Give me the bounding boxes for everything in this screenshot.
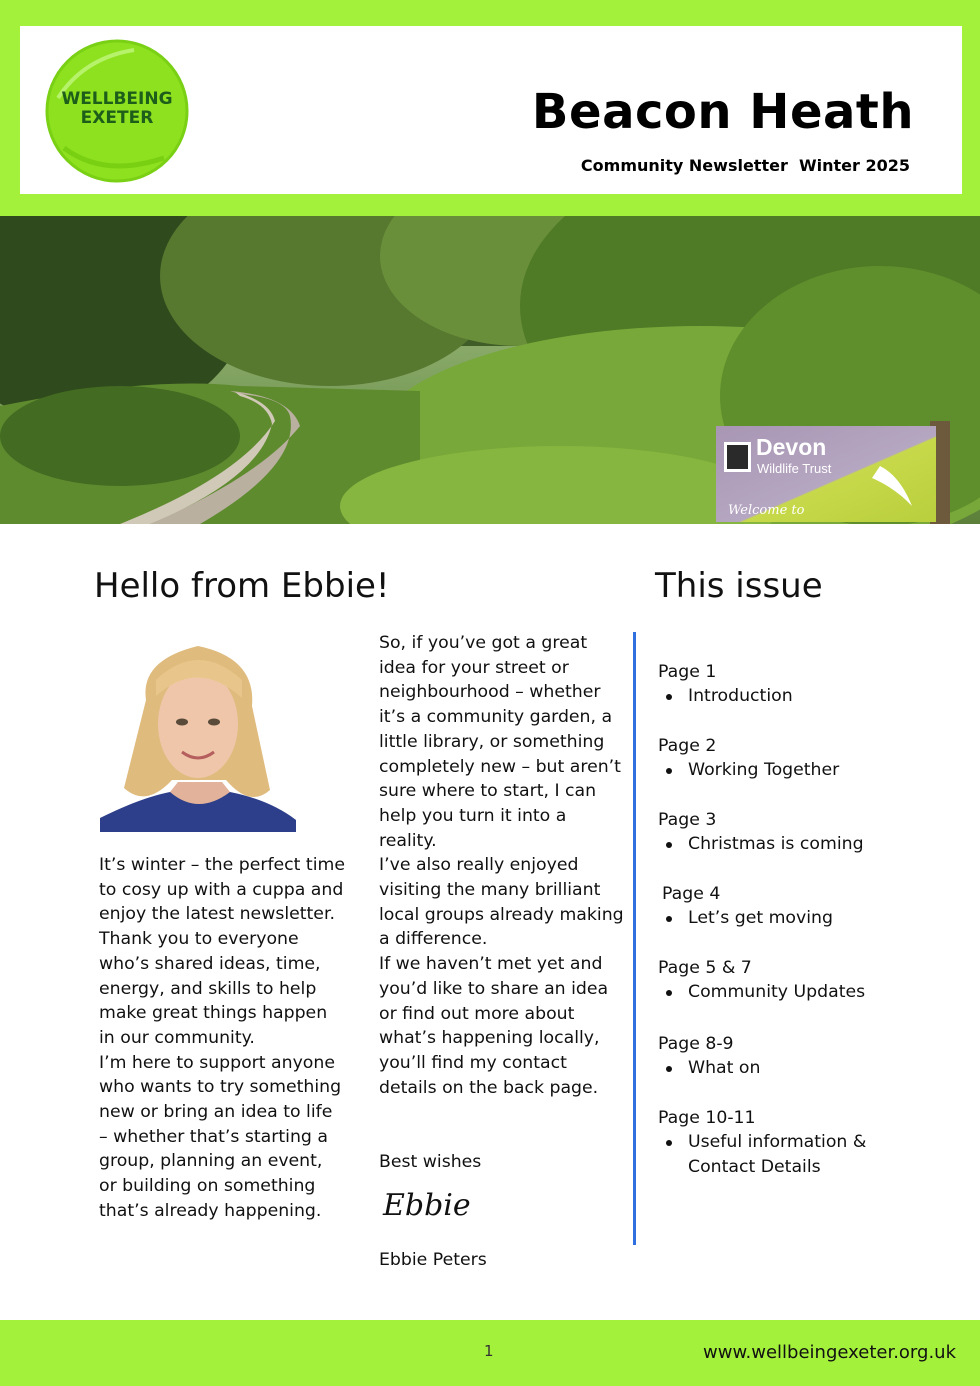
toc-page-label: Page 8-9: [658, 1034, 734, 1054]
newsletter-subtitle: Community Newsletter Winter 2025: [580, 156, 910, 175]
toc-item-label: Community Updates: [688, 982, 866, 1002]
toc-item: [658, 980, 865, 1005]
sign-welcome: Welcome to: [728, 503, 805, 518]
author-photo: [100, 640, 296, 832]
logo-line-1: WELLBEING: [61, 89, 173, 109]
page-number: 1: [484, 1342, 494, 1360]
toc-item: [658, 758, 839, 783]
toc-page-label: Page 2: [658, 736, 717, 756]
toc-item-label: Useful information & Contact Details: [688, 1132, 867, 1177]
toc-entry[interactable]: [658, 734, 839, 783]
website-link[interactable]: www.wellbeingexeter.org.uk: [703, 1342, 956, 1363]
toc-item: [662, 906, 833, 931]
bullet-icon: [666, 990, 672, 996]
footer-band: [0, 1320, 980, 1386]
handwritten-signature: Ebbie: [383, 1188, 471, 1223]
toc-item-label: Working Together: [688, 760, 840, 780]
toc-item-label: Introduction: [688, 686, 793, 706]
logo-line-2: EXETER: [80, 108, 154, 128]
intro-paragraph: I’ve also really enjoyed visiting the many brilliant local groups already making a difference.: [379, 855, 624, 950]
intro-column-1: [99, 853, 345, 1224]
logo-text: [44, 90, 190, 128]
bullet-icon: [666, 694, 672, 700]
sign-title: Devon: [756, 434, 827, 460]
portrait-image: [100, 640, 296, 832]
intro-heading: Hello from Ebbie!: [94, 566, 390, 606]
newsletter-title: Beacon Heath: [531, 84, 914, 140]
bullet-icon: [666, 1066, 672, 1072]
sign-off: Best wishes: [379, 1152, 482, 1172]
toc-entry[interactable]: [658, 1106, 888, 1179]
toc-entry[interactable]: [662, 882, 833, 931]
toc-entry[interactable]: [658, 660, 793, 709]
author-name: Ebbie Peters: [379, 1250, 487, 1270]
header-box: [20, 26, 962, 194]
intro-column-2: [379, 631, 625, 1100]
toc-entry[interactable]: [658, 1032, 760, 1081]
hero-photo: [0, 216, 980, 524]
bullet-icon: [666, 842, 672, 848]
toc-item: [658, 1130, 888, 1179]
toc-item: [658, 684, 793, 709]
intro-paragraph: If we haven’t met yet and you’d like to share an idea or find out more about what’s happening locally, you’ll find my contact details on the back page.: [379, 954, 609, 1098]
bullet-icon: [666, 1140, 672, 1146]
bullet-icon: [666, 768, 672, 774]
intro-paragraph: It’s winter – the perfect time to cosy up with a cuppa and enjoy the latest newsletter.: [99, 855, 345, 925]
woodland-path-image: [0, 216, 980, 524]
wellbeing-exeter-logo[interactable]: [44, 38, 190, 184]
toc-page-label: Page 1: [658, 662, 717, 682]
toc-entry[interactable]: [658, 956, 865, 1005]
toc-page-label: Page 4: [662, 884, 721, 904]
toc-item-label: Christmas is coming: [688, 834, 864, 854]
intro-paragraph: So, if you’ve got a great idea for your street or neighbourhood – whether it’s a community garden, a little library, or something completely new – but aren’t sure where to start, I can help you turn it into a reality.: [379, 633, 621, 851]
sign-subtitle: Wildlife Trust: [757, 461, 832, 476]
intro-paragraph: I’m here to support anyone who wants to try something new or bring an idea to life – whether that’s starting a group, planning an event, or building on something that’s already happening.: [99, 1052, 342, 1221]
toc-item-label: Let’s get moving: [688, 908, 833, 928]
intro-paragraph: Thank you to everyone who’s shared ideas, time, energy, and skills to help make great things happen in our community.: [99, 929, 328, 1048]
toc-entry[interactable]: [658, 808, 864, 857]
toc-page-label: Page 10-11: [658, 1108, 756, 1128]
toc-heading: This issue: [655, 566, 823, 606]
bullet-icon: [666, 916, 672, 922]
toc-item: [658, 1056, 760, 1081]
toc-page-label: Page 5 & 7: [658, 958, 752, 978]
column-divider: [633, 632, 636, 1245]
toc-page-label: Page 3: [658, 810, 717, 830]
toc-item-label: What on: [688, 1058, 761, 1078]
toc-item: [658, 832, 864, 857]
